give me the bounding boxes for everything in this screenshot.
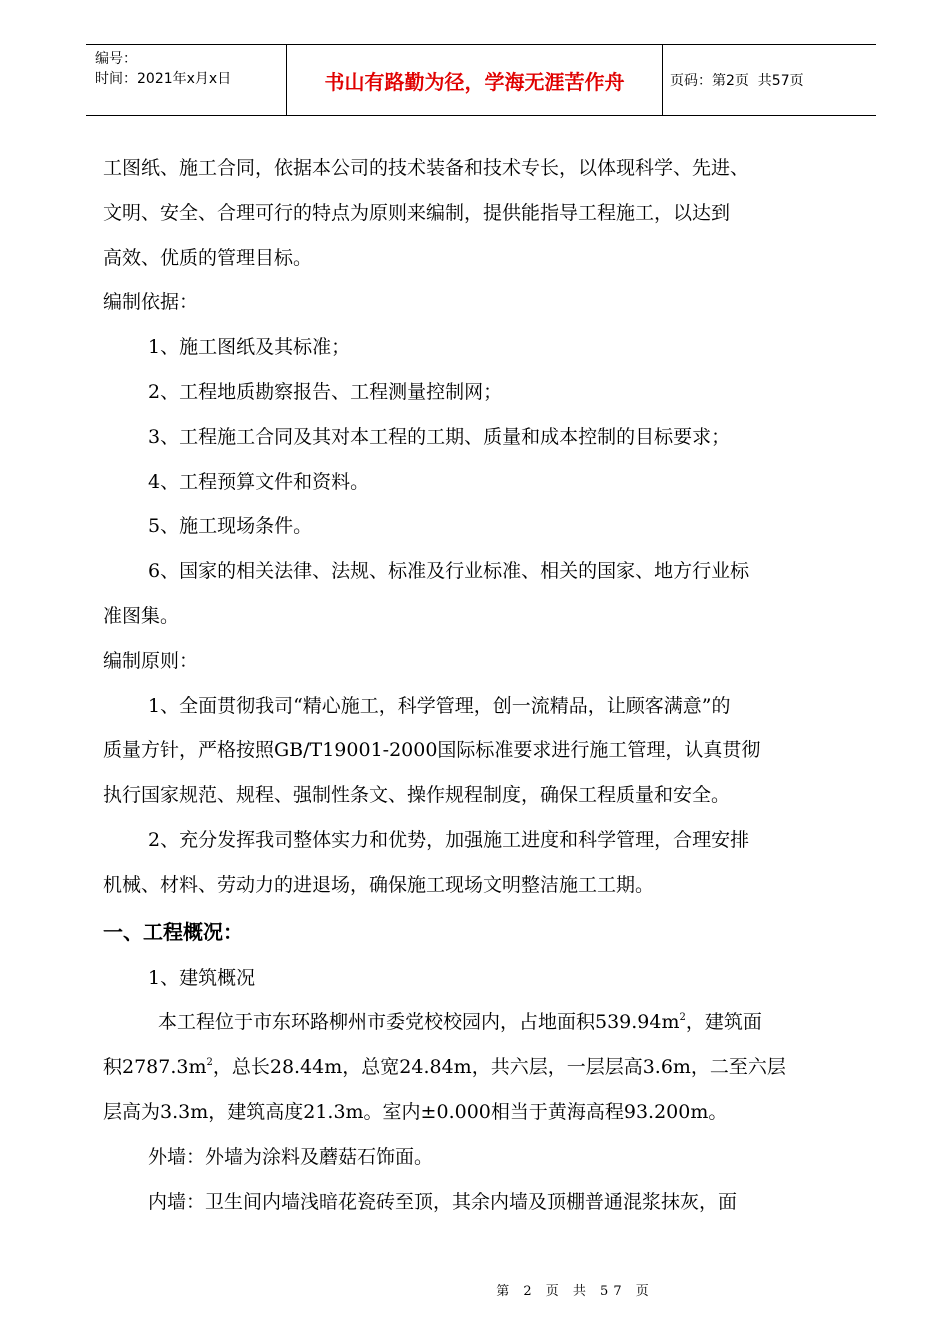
intro-line-3: 高效、优质的管理目标。 [103, 246, 313, 269]
page-footer: 第 2 页 共 57 页 [496, 1284, 654, 1299]
basis-item-6-line-2: 准图集。 [103, 604, 180, 627]
principle-1-line-2: 质量方针，严格按照GB/T19001-2000国际标准要求进行施工管理，认真贯彻 [103, 739, 761, 762]
basis-title: 编制依据： [103, 291, 199, 314]
basis-item-1: 1、施工图纸及其标准； [148, 336, 351, 359]
intro-line-1: 工图纸、施工合同，依据本公司的技术装备和技术专长，以体现科学、先进、 [103, 157, 750, 179]
basis-item-6-line-1: 6、国家的相关法律、法规、标准及行业标准、相关的国家、地方行业标 [148, 560, 750, 583]
principle-2-line-2: 机械、材料、劳动力的进退场，确保施工现场文明整洁施工工期。 [103, 873, 655, 896]
intro-line-2: 文明、安全、合理可行的特点为原则来编制，提供能指导工程施工，以达到 [103, 201, 731, 224]
section-1-subheading: 1、建筑概况 [148, 966, 256, 989]
outer-wall-line: 外墙：外墙为涂料及蘑菇石饰面。 [148, 1145, 434, 1168]
document-number-label: 编号： [95, 51, 137, 67]
document-time-label: 时间：2021年x月x日 [95, 71, 232, 87]
header-page-info: 页码：第2页 共57页 [670, 73, 804, 89]
overview-line-1: 本工程位于市东环路柳州市委党校校园内，占地面积$539.94m^2$，建筑面 [158, 1011, 762, 1034]
header-meta [95, 49, 285, 89]
overview-line-3: 层高为3.3m，建筑高度21.3m。室内±0.000相当于黄海高程93.200m。 [103, 1100, 728, 1123]
header-divider-right [662, 45, 663, 115]
principle-1-line-3: 执行国家规范、规程、强制性条文、操作规程制度，确保工程质量和安全。 [103, 784, 731, 807]
basis-item-5: 5、施工现场条件。 [148, 515, 313, 538]
document-body [103, 146, 883, 1224]
basis-item-4: 4、工程预算文件和资料。 [148, 470, 370, 493]
principle-title: 编制原则： [103, 649, 199, 672]
basis-item-2: 2、工程地质勘察报告、工程测量控制网； [148, 380, 503, 403]
principle-1-line-1: 1、全面贯彻我司“精心施工，科学管理，创一流精品，让顾客满意”的 [148, 694, 731, 717]
page-header [86, 44, 876, 116]
inner-wall-line: 内墙：卫生间内墙浅暗花瓷砖至顶，其余内墙及顶棚普通混浆抹灰，面 [148, 1190, 738, 1213]
basis-item-3: 3、工程施工合同及其对本工程的工期、质量和成本控制的目标要求； [148, 425, 731, 448]
principle-2-line-1: 2、充分发挥我司整体实力和优势，加强施工进度和科学管理，合理安排 [148, 828, 750, 851]
header-motto: 书山有路勤为径，学海无涯苦作舟 [324, 69, 625, 94]
section-1-heading: 一、工程概况： [103, 919, 243, 944]
overview-line-2: 积$2787.3m^2$，总长28.44m，总宽24.84m，共六层，一层层高3.6m，二至六层 [103, 1056, 786, 1079]
